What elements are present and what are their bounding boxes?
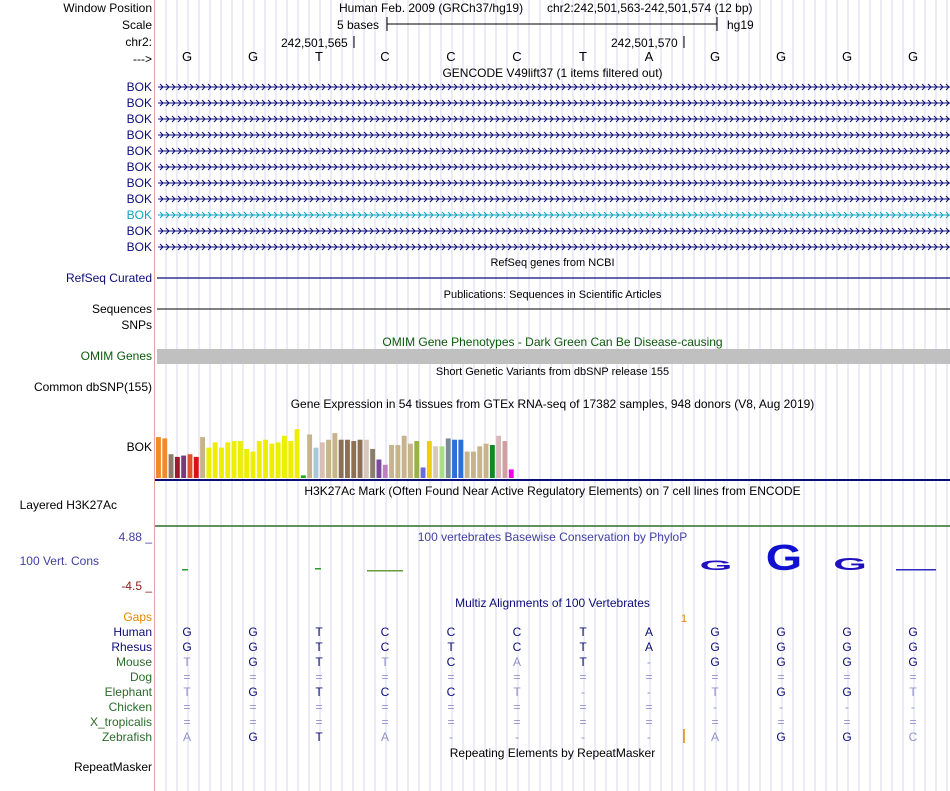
alignment-base: T [909,685,917,699]
snps-track-label[interactable]: SNPs [121,318,152,332]
species-label: Elephant [104,685,152,699]
alignment-base: = [777,670,785,684]
alignment-base: G [248,640,258,654]
cons-glyph-g: G [765,537,803,578]
alignment-base: - [845,700,849,714]
strand-label: ---> [133,52,152,66]
alignment-base: = [909,715,917,729]
species-label: Human [113,625,152,639]
base-letter: T [315,49,323,64]
species-label: X_tropicalis [89,715,152,729]
gap-marker: 1 [681,613,688,625]
alignment-base: = [711,670,719,684]
h3k27ac-track-label[interactable]: Layered H3K27Ac [19,498,117,512]
alignment-base: = [315,715,323,729]
gtex-title[interactable]: Gene Expression in 54 tissues from GTEx RNA-seq of 17382 samples, 948 donors (V8, Aug 2019) [290,397,815,411]
alignment-base: G [182,640,192,654]
db-text: hg19 [727,18,754,32]
position-text: chr2:242,501,563-242,501,574 (12 bp) [547,1,753,15]
alignment-base: G [248,625,258,639]
alignment-base: = [645,715,653,729]
alignment-base: G [776,685,786,699]
base-letter: G [776,49,787,64]
alignment-base: = [381,700,389,714]
alignment-base: - [581,685,585,699]
alignment-base: C [380,625,390,639]
base-letter: G [710,49,721,64]
alignment-base: A [710,730,719,744]
alignment-base: G [908,655,918,669]
alignment-base: G [248,685,258,699]
alignment-base: = [579,715,587,729]
gencode-row-label: BOK [126,240,152,254]
window-position-label: Window Position [63,1,152,15]
gencode-row-label: BOK [126,112,152,126]
alignment-base: A [644,625,653,639]
gencode-row-label: BOK [126,128,152,142]
alignment-base: A [182,730,191,744]
alignment-base: G [842,640,852,654]
alignment-base: C [380,640,390,654]
alignment-base: G [776,625,786,639]
cons-track-label[interactable]: 100 Vert. Cons [19,554,99,568]
base-letter: A [644,49,654,64]
sequences-track-label[interactable]: Sequences [91,302,152,316]
alignment-base: T [315,640,323,654]
alignment-base: T [183,655,191,669]
alignment-base: T [315,655,323,669]
alignment-base: = [315,670,323,684]
base-letter: G [182,49,193,64]
alignment-base: - [911,700,915,714]
gencode-row-label: BOK [126,208,152,222]
alignment-base: A [512,655,521,669]
alignment-base: - [515,730,519,744]
alignment-base: - [713,700,717,714]
alignment-base: = [381,715,389,729]
base-letter: G [842,49,853,64]
alignment-base: = [183,670,191,684]
alignment-base: T [381,655,389,669]
refseq-track-label[interactable]: RefSeq Curated [65,271,152,285]
alignment-base: G [710,640,720,654]
dbsnp-track-label[interactable]: Common dbSNP(155) [33,380,152,394]
omim-title[interactable]: OMIM Gene Phenotypes - Dark Green Can Be Disease-causing [382,335,723,349]
refseq-title[interactable]: RefSeq genes from NCBI [490,257,615,269]
alignment-base: = [513,715,521,729]
alignment-base: - [581,730,585,744]
alignment-base: = [315,700,323,714]
alignment-base: = [579,670,587,684]
alignment-base: T [579,655,587,669]
alignment-base: G [842,685,852,699]
alignment-base: G [710,655,720,669]
alignment-base: - [647,730,651,744]
alignment-base: = [249,700,257,714]
gencode-row-label: BOK [126,160,152,174]
alignment-base: = [843,670,851,684]
alignment-base: - [449,730,453,744]
base-letter: C [512,49,522,64]
gencode-row-label: BOK [126,80,152,94]
alignment-base: G [842,655,852,669]
species-label: Dog [129,670,152,684]
alignment-base: G [776,640,786,654]
alignment-base: = [249,670,257,684]
gencode-row-label: BOK [126,224,152,238]
omim-track-label[interactable]: OMIM Genes [80,349,152,363]
alignment-base: G [842,730,852,744]
alignment-base: G [908,625,918,639]
gencode-row-label: BOK [126,192,152,206]
alignment-base: = [645,670,653,684]
alignment-base: - [647,655,651,669]
alignment-base: = [183,715,191,729]
base-grid [155,0,950,791]
gencode-title[interactable]: GENCODE V49lift37 (1 items filtered out) [442,66,663,80]
alignment-base: A [644,640,653,654]
species-label: Zebrafish [101,730,152,744]
alignment-base: G [776,655,786,669]
alignment-base: G [248,730,258,744]
alignment-base: G [842,625,852,639]
alignment-base: = [447,700,455,714]
alignment-base: G [776,730,786,744]
alignment-base: = [711,715,719,729]
gtex-track-label[interactable]: BOK [126,440,152,454]
scale-label: Scale [121,18,152,32]
alignment-base: = [183,700,191,714]
alignment-base: T [711,685,719,699]
alignment-base: = [843,715,851,729]
alignment-base: = [777,715,785,729]
label-separator [154,0,155,791]
dbsnp-title[interactable]: Short Genetic Variants from dbSNP release 155 [435,366,670,378]
alignment-base: C [512,640,522,654]
alignment-base: = [447,670,455,684]
alignment-base: - [779,700,783,714]
base-letter: G [248,49,259,64]
alignment-base: T [513,685,521,699]
alignment-base: = [249,715,257,729]
alignment-base: T [579,640,587,654]
gaps-track-label[interactable]: Gaps [123,610,152,624]
alignment-base: T [315,730,323,744]
base-letter: C [446,49,456,64]
scale-text: 5 bases [337,18,380,32]
h3k27ac-title[interactable]: H3K27Ac Mark (Often Found Near Active Regulatory Elements) on 7 cell lines from ENCODE [304,484,801,498]
alignment-base: C [908,730,918,744]
cons-min-label: -4.5 _ [121,579,152,593]
sequences-title[interactable]: Publications: Sequences in Scientific Articles [443,289,662,301]
alignment-base: C [380,685,390,699]
alignment-base: T [183,685,191,699]
gencode-row-label: BOK [126,144,152,158]
base-letter: C [380,49,390,64]
alignment-base: = [645,700,653,714]
coord-tick-2: 242,501,570 [611,36,678,50]
base-letter: T [579,49,587,64]
alignment-base: T [447,640,455,654]
cons-title[interactable]: 100 vertebrates Basewise Conservation by PhyloP [417,530,688,544]
alignment-base: G [710,625,720,639]
repeatmasker-title[interactable]: Repeating Elements by RepeatMasker [449,746,656,760]
coord-tick-1: 242,501,565 [281,36,348,50]
alignment-base: = [579,700,587,714]
alignment-base: C [446,655,456,669]
repeatmasker-track-label[interactable]: RepeatMasker [73,760,152,774]
alignment-base: = [381,670,389,684]
cons-glyph-g: G [833,554,867,575]
alignment-base: = [909,670,917,684]
alignment-base: C [446,625,456,639]
alignment-base: C [512,625,522,639]
alignment-base: G [248,655,258,669]
gencode-row-label: BOK [126,176,152,190]
assembly-title: Human Feb. 2009 (GRCh37/hg19) [339,1,524,15]
alignment-base: - [647,685,651,699]
alignment-base: = [513,700,521,714]
chrom-label: chr2: [125,35,152,49]
species-label: Mouse [115,655,152,669]
cons-glyph-g: G [699,557,733,574]
alignment-base: T [579,625,587,639]
base-letter: G [908,49,919,64]
alignment-base: T [315,685,323,699]
alignment-base: A [380,730,389,744]
alignment-base: = [447,715,455,729]
track-labels [0,0,154,791]
alignment-base: = [513,670,521,684]
alignment-base: G [182,625,192,639]
alignment-base: T [315,625,323,639]
alignment-base: C [446,685,456,699]
species-label: Rhesus [111,640,152,654]
gencode-row-label: BOK [126,96,152,110]
alignment-base: G [908,640,918,654]
species-label: Chicken [108,700,152,714]
multiz-title[interactable]: Multiz Alignments of 100 Vertebrates [455,596,650,610]
cons-max-label: 4.88 _ [118,530,152,544]
